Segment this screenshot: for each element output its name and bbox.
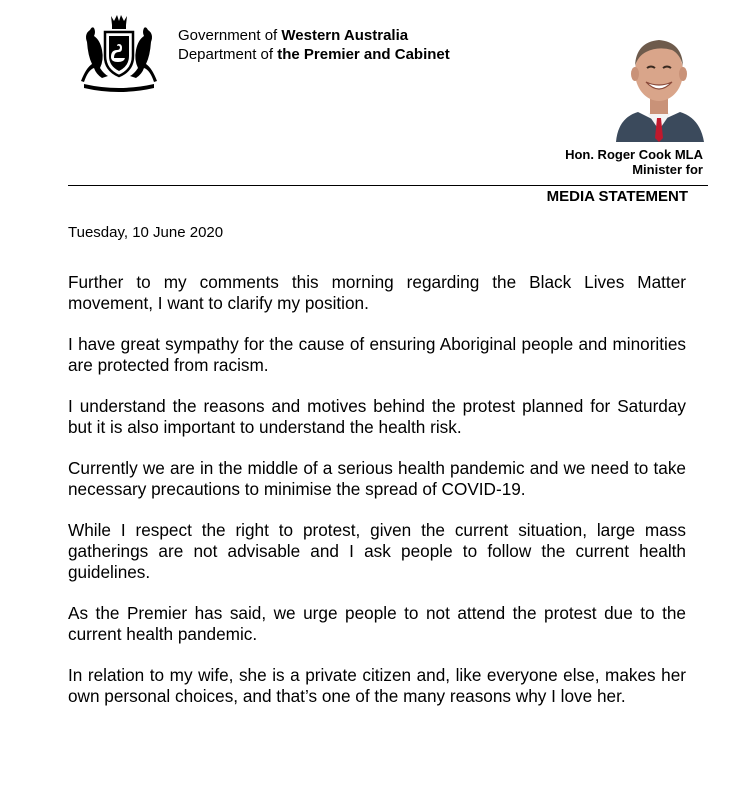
media-statement-label: MEDIA STATEMENT [546, 188, 688, 205]
government-line: Government of Western Australia [178, 27, 409, 44]
minister-portrait [614, 26, 704, 142]
paragraph: In relation to my wife, she is a private citizen and, like everyone else, makes her own personal choices, and that’s one of the many reasons why I love her. [68, 665, 686, 706]
header-divider [68, 185, 708, 186]
paragraph: Currently we are in the middle of a serious health pandemic and we need to take necessary precautions to minimise the spread of COVID-19. [68, 458, 686, 499]
paragraph: Further to my comments this morning regarding the Black Lives Matter movement, I want to clarify my position. [68, 272, 686, 313]
statement-body [68, 272, 686, 727]
minister-block [565, 147, 703, 177]
wa-coat-of-arms-logo [78, 12, 160, 94]
statement-date: Tuesday, 10 June 2020 [68, 224, 224, 241]
paragraph: As the Premier has said, we urge people to not attend the protest due to the current health pandemic. [68, 603, 686, 644]
paragraph: I have great sympathy for the cause of ensuring Aboriginal people and minorities are protected from racism. [68, 334, 686, 375]
government-heading [178, 26, 450, 64]
paragraph: I understand the reasons and motives behind the protest planned for Saturday but it is also important to understand the health risk. [68, 396, 686, 437]
minister-name: Hon. Roger Cook MLA [565, 147, 703, 162]
minister-title: Minister for [632, 162, 703, 177]
paragraph: While I respect the right to protest, given the current situation, large mass gatherings are not advisable and I ask people to follow the current health guidelines. [68, 520, 686, 582]
department-line: Department of the Premier and Cabinet [178, 46, 450, 63]
